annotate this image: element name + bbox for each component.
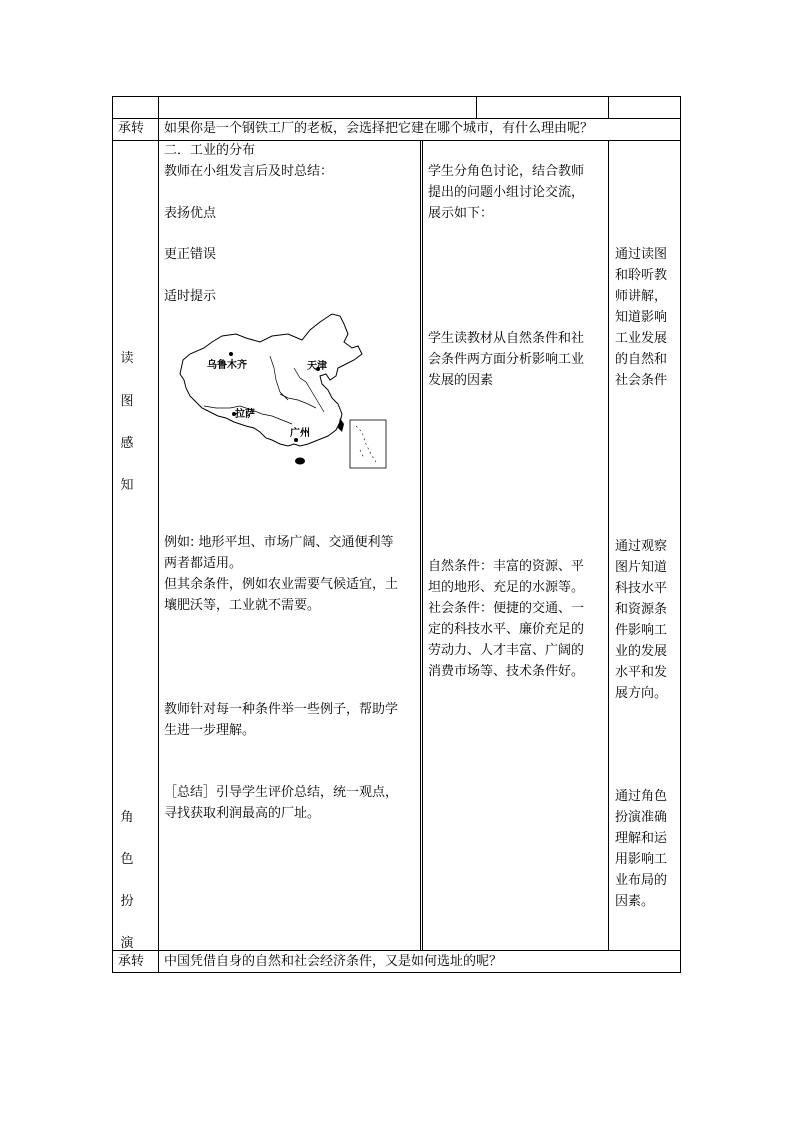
map-city-guangzhou: 广州	[290, 428, 310, 439]
purpose-line: 理解和运	[615, 831, 668, 846]
textbook-line: 发展的因素	[428, 373, 494, 388]
stage-char: 角	[120, 810, 134, 825]
purpose-line: 图片知道	[615, 560, 668, 575]
stage-char: 图	[120, 394, 134, 409]
examples-help-line: 生进一步理解。	[164, 723, 256, 738]
map-city-lhasa: 拉萨	[235, 409, 255, 420]
map-city-urumqi: 乌鲁木齐	[207, 360, 247, 371]
discussion-line: 提出的问题小组讨论交流，	[428, 185, 585, 200]
purpose-line: 社会条件	[615, 373, 668, 388]
stage-char: 扮	[120, 894, 134, 909]
purpose-line: 知道影响	[615, 310, 668, 325]
stage-char: 演	[120, 936, 134, 951]
purpose-line: 师讲解，	[615, 289, 668, 304]
purpose-line: 水平和发	[615, 665, 668, 680]
stage-char: 感	[120, 436, 134, 451]
conditions-line: 坦的地形、充足的水源等。	[428, 580, 585, 595]
purpose-line: 工业发展	[615, 331, 668, 346]
purpose-line: 业布局的	[615, 873, 668, 888]
purpose-line: 通过读图	[615, 247, 668, 262]
discussion-line: 展示如下：	[428, 206, 494, 221]
purpose-line: 因素。	[615, 894, 655, 909]
stage-char: 知	[120, 478, 134, 493]
conditions-line: 自然条件：丰富的资源、平	[428, 559, 585, 574]
teacher-summary-intro: 教师在小组发言后及时总结：	[164, 164, 334, 179]
conclusion-line: ［总结］引导学生评价总结，统一观点，	[164, 785, 399, 800]
conditions-line: 消费市场等、技术条件好。	[428, 664, 585, 679]
examples-help-line: 教师针对每一种条件举一些例子，帮助学	[164, 702, 399, 717]
transition-question-1: 如果你是一个钢铁工厂的老板，会选择把它建在哪个城市，有什么理由呢？	[164, 121, 594, 136]
purpose-line: 科技水平	[615, 581, 668, 596]
purpose-line: 的自然和	[615, 352, 668, 367]
transition-label-2: 承转	[118, 954, 145, 969]
purpose-line: 业的发展	[615, 644, 668, 659]
textbook-line: 学生读教材从自然条件和社	[428, 331, 585, 346]
stage-char: 读	[120, 351, 134, 366]
purpose-line: 和资源条	[615, 602, 668, 617]
conditions-line: 劳动力、人才丰富、广阔的	[428, 643, 585, 658]
purpose-line: 和聆听教	[615, 268, 668, 283]
stage-char: 色	[120, 852, 134, 867]
transition-label-1: 承转	[118, 121, 145, 136]
purpose-line: 通过角色	[615, 789, 668, 804]
discussion-line: 学生分角色讨论，结合教师	[428, 164, 585, 179]
transition-question-2: 中国凭借自身的自然和社会经济条件，又是如何选址的呢？	[164, 954, 503, 969]
textbook-line: 会条件两方面分析影响工业	[428, 352, 585, 367]
example-line: 例如: 地形平坦、市场广阔、交通便利等	[164, 535, 394, 550]
example-line: 壤肥沃等，工业就不需要。	[164, 598, 321, 613]
purpose-line: 扮演准确	[615, 810, 668, 825]
purpose-line: 件影响工	[615, 623, 668, 638]
purpose-line: 用影响工	[615, 852, 668, 867]
conditions-line: 定的科技水平、廉价充足的	[428, 622, 585, 637]
purpose-line: 展方向。	[615, 686, 668, 701]
conclusion-line: 寻找获取利润最高的厂址。	[164, 806, 321, 821]
section-heading: 二．工业的分布	[164, 143, 256, 158]
teacher-hint: 适时提示	[164, 289, 217, 304]
china-map	[176, 312, 398, 474]
teacher-correct: 更正错误	[164, 247, 217, 262]
map-city-tianjin: 天津	[307, 361, 327, 372]
conditions-line: 社会条件：便捷的交通、一	[428, 601, 585, 616]
example-line: 但其余条件，例如农业需要气候适宜，土	[164, 577, 399, 592]
teacher-praise: 表扬优点	[164, 206, 217, 221]
purpose-line: 通过观察	[615, 539, 668, 554]
example-line: 两者都适用。	[164, 556, 243, 571]
